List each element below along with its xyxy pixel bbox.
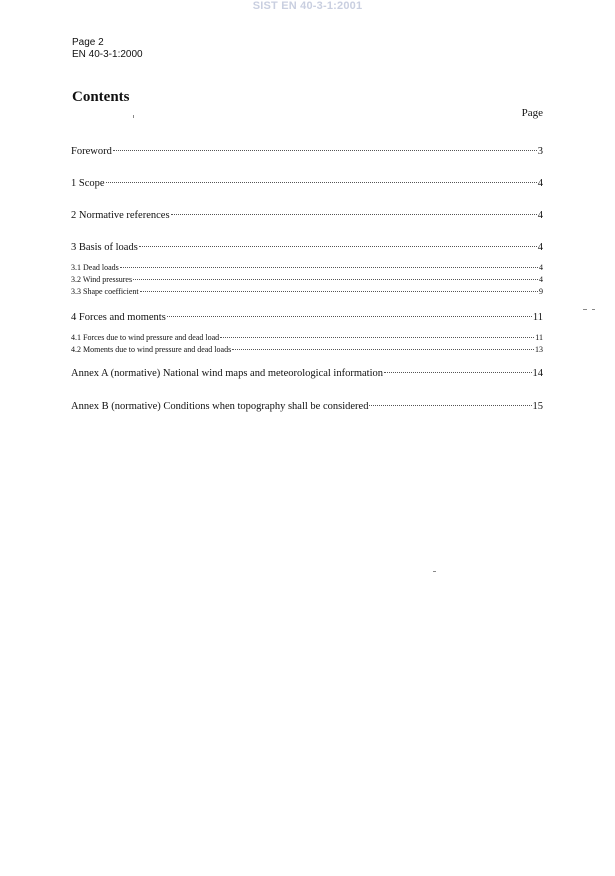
- toc-entry-page: 4: [537, 178, 543, 189]
- toc-entry-page: 11: [535, 333, 543, 342]
- dot-leader: [232, 349, 534, 350]
- toc-entry-page: 15: [532, 401, 543, 412]
- toc-entry-shape-coefficient[interactable]: [71, 287, 543, 296]
- toc-entry-page: 14: [532, 368, 543, 379]
- dot-leader: [167, 316, 532, 317]
- toc-entry-title: 4.2 Moments due to wind pressure and dead loads: [71, 345, 232, 354]
- toc-entry-page: 11: [532, 312, 543, 323]
- toc-entry-annex-a[interactable]: [71, 368, 543, 379]
- contents-heading: Contents: [72, 89, 130, 105]
- dot-leader: [171, 214, 537, 215]
- toc-entry-title: 4 Forces and moments: [71, 312, 166, 323]
- toc-entry-annex-b[interactable]: [71, 401, 543, 412]
- toc-entry-forces-wind-dead[interactable]: [71, 333, 543, 342]
- page-number-label: Page 2: [72, 37, 104, 48]
- toc-entry-page: 4: [537, 210, 543, 221]
- toc-entry-title: Annex A (normative) National wind maps and meteorological information: [71, 368, 384, 379]
- page-column-label: Page: [521, 107, 543, 119]
- toc-entry-foreword[interactable]: [71, 146, 543, 157]
- scan-speck: [433, 571, 436, 572]
- toc-entry-page: 9: [539, 287, 543, 296]
- dot-leader: [113, 150, 537, 151]
- dot-leader: [369, 405, 531, 406]
- watermark-text: SIST EN 40-3-1:2001: [252, 0, 363, 12]
- toc-entry-title: 3 Basis of loads: [71, 242, 138, 253]
- toc-entry-title: Annex B (normative) Conditions when topography shall be considered: [71, 401, 369, 412]
- dot-leader: [140, 291, 538, 292]
- toc-entry-wind-pressures[interactable]: [71, 275, 543, 284]
- toc-entry-title: 3.3 Shape coefficient: [71, 287, 139, 296]
- dot-leader: [220, 337, 534, 338]
- dot-leader: [139, 246, 537, 247]
- toc-entry-dead-loads[interactable]: [71, 263, 543, 272]
- toc-entry-page: 3: [537, 146, 543, 157]
- dot-leader: [120, 267, 538, 268]
- dot-leader: [106, 182, 537, 183]
- toc-entry-title: Foreword: [71, 146, 112, 157]
- toc-entry-title: 3.1 Dead loads: [71, 263, 119, 272]
- dot-leader: [384, 372, 531, 373]
- scan-speck: [133, 115, 134, 118]
- toc-entry-title: 4.1 Forces due to wind pressure and dead load: [71, 333, 220, 342]
- document-id: EN 40-3-1:2000: [72, 49, 143, 60]
- toc-entry-page: 4: [539, 263, 543, 272]
- scan-speck: [583, 309, 587, 310]
- page-header: [72, 37, 143, 61]
- toc-entry-page: 13: [535, 345, 543, 354]
- toc-entry-title: 1 Scope: [71, 178, 105, 189]
- toc-entry-scope[interactable]: [71, 178, 543, 189]
- toc-entry-title: 2 Normative references: [71, 210, 170, 221]
- toc-entry-page: 4: [539, 275, 543, 284]
- dot-leader: [133, 279, 538, 280]
- toc-entry-forces-and-moments[interactable]: [71, 312, 543, 323]
- toc-entry-basis-of-loads[interactable]: [71, 242, 543, 253]
- toc-entry-page: 4: [537, 242, 543, 253]
- toc-entry-moments-wind-dead[interactable]: [71, 345, 543, 354]
- scan-speck: [592, 309, 595, 310]
- toc-entry-title: 3.2 Wind pressures: [71, 275, 133, 284]
- toc-entry-normative-references[interactable]: [71, 210, 543, 221]
